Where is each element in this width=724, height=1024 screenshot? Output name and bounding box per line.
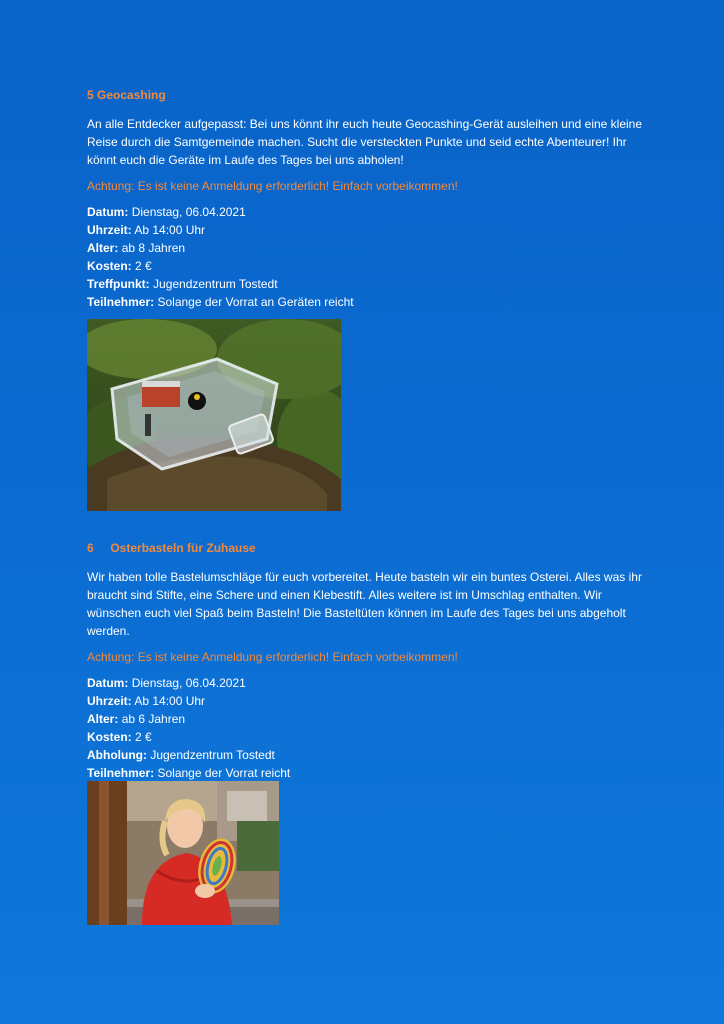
geocache-box-illustration [87, 319, 341, 511]
detail-uhrzeit: Uhrzeit: Ab 14:00 Uhr [87, 223, 206, 237]
detail-teilnehmer: Teilnehmer: Solange der Vorrat an Geräten reicht [87, 295, 354, 309]
detail-datum: Datum: Dienstag, 06.04.2021 [87, 205, 246, 219]
section-heading [87, 541, 647, 555]
detail-alter: Alter: ab 6 Jahren [87, 712, 186, 726]
section-description: An alle Entdecker aufgepasst: Bei uns könnt ihr euch heute Geocashing-Gerät ausleihen und eine kleine Reise durch die Samtgemeinde machen. Sucht die versteckten Punkte und seid echte Abenteurer! Ihr könnt euch die Geräte im Laufe des Tages bei uns abholen! [87, 117, 643, 167]
section-osterbasteln [87, 541, 647, 782]
details-list [87, 203, 647, 311]
detail-uhrzeit: Uhrzeit: Ab 14:00 Uhr [87, 694, 206, 708]
detail-datum: Datum: Dienstag, 06.04.2021 [87, 676, 246, 690]
easter-craft-photo [87, 781, 279, 925]
detail-kosten: Kosten: 2 € [87, 259, 152, 273]
detail-treffpunkt: Treffpunkt: Jugendzentrum Tostedt [87, 277, 278, 291]
detail-teilnehmer: Teilnehmer: Solange der Vorrat reicht [87, 766, 291, 780]
section-title: Osterbasteln für Zuhause [110, 541, 256, 555]
notice-text: Achtung: Es ist keine Anmeldung erforderlich! Einfach vorbeikommen! [87, 179, 458, 193]
section-number: 6 [87, 541, 94, 555]
geocache-box-photo [87, 319, 341, 511]
section-description: Wir haben tolle Bastelumschläge für euch vorbereitet. Heute basteln wir ein buntes Osterei. Alles was ihr braucht sind Stifte, eine Schere und einen Klebestift. Alles weitere ist im Umschlag enthalten. Wir wünschen euch viel Spaß beim Basteln! Die Basteltüten können im Laufe des Tages bei uns abgeholt werden. [87, 570, 642, 638]
section-heading [87, 88, 647, 102]
girl-with-easter-egg-illustration [87, 781, 279, 925]
detail-kosten: Kosten: 2 € [87, 730, 152, 744]
details-list [87, 674, 647, 782]
section-geocaching [87, 88, 647, 311]
detail-alter: Alter: ab 8 Jahren [87, 241, 186, 255]
section-title: Geocashing [97, 88, 166, 102]
notice-text: Achtung: Es ist keine Anmeldung erforderlich! Einfach vorbeikommen! [87, 650, 458, 664]
detail-abholung: Abholung: Jugendzentrum Tostedt [87, 748, 275, 762]
section-number: 5 [87, 88, 94, 102]
